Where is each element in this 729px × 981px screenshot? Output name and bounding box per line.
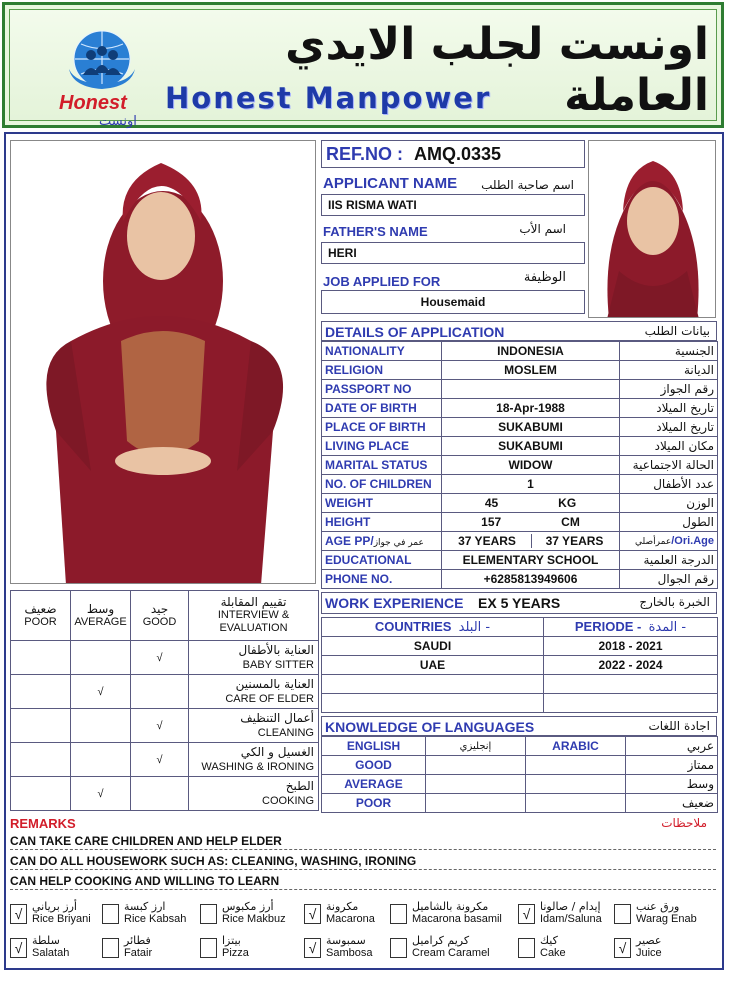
work-experience-label-ar: الخبرة بالخارج — [639, 595, 710, 609]
job-label-ar: الوظيفة — [523, 270, 566, 285]
food-option-juice[interactable]: √ عصير Juice — [614, 934, 718, 962]
person-portrait-icon — [589, 141, 716, 318]
languages-header — [321, 716, 717, 736]
table-row: DATE OF BIRTH 18-Apr-1988 تاريخ الميلاد — [322, 399, 718, 418]
remarks-title: REMARKS — [10, 816, 76, 831]
languages-title-ar: اجادة اللغات — [648, 719, 710, 733]
table-row: √ الطبخ COOKING — [11, 777, 319, 811]
checkbox[interactable] — [200, 938, 217, 958]
table-row: √ الغسيل و الكي WASHING & IRONING — [11, 743, 319, 777]
table-row: PLACE OF BIRTH SUKABUMI تاريخ الميلاد — [322, 418, 718, 437]
title-arabic: اونست لجلب الايدي العاملة — [285, 19, 709, 121]
table-row: √ العناية بالمسنين CARE OF ELDER — [11, 675, 319, 709]
job-box — [321, 290, 585, 314]
check-icon: √ — [131, 641, 189, 675]
table-row: NATIONALITY INDONESIA الجنسية — [322, 342, 718, 361]
checkbox[interactable]: √ — [518, 904, 535, 924]
table-row: LIVING PLACE SUKABUMI مكان الميلاد — [322, 437, 718, 456]
table-row — [322, 675, 718, 694]
check-icon: √ — [131, 709, 189, 743]
applicant-name-value: IIS RISMA WATI — [328, 198, 417, 212]
checkbox[interactable] — [102, 938, 119, 958]
evaluation-table — [10, 590, 319, 811]
food-option-salatah[interactable]: √ سلطة Salatah — [10, 934, 102, 962]
header-banner — [2, 2, 724, 128]
checkbox[interactable] — [390, 904, 407, 924]
age-ori-value: 37 YEARS — [545, 534, 604, 548]
table-row: GOOD ممتاز — [322, 756, 718, 775]
height-value: 157 — [481, 515, 502, 529]
checkbox[interactable] — [200, 904, 217, 924]
weight-unit: KG — [558, 496, 577, 510]
table-row: RELIGION MOSLEM الديانة — [322, 361, 718, 380]
table-row: ENGLISH إنجليزي ARABIC عربي — [322, 737, 718, 756]
logo-text: Honest — [59, 92, 127, 114]
age-row: AGE PP/عمر في جواز 37 YEARS 37 YEARS Ori.Age/عمرأصلي — [322, 532, 718, 551]
age-pp-value: 37 YEARS — [444, 534, 532, 548]
remark-line: CAN TAKE CARE CHILDREN AND HELP ELDER — [10, 832, 716, 850]
applicant-name-label: APPLICANT NAME — [323, 175, 458, 192]
checkbox[interactable] — [102, 904, 119, 924]
table-row: POOR ضعيف — [322, 794, 718, 813]
table-row — [322, 694, 718, 713]
weight-value: 45 — [484, 496, 499, 510]
weight-row: WEIGHT 45 KG الوزن — [322, 494, 718, 513]
checkbox[interactable]: √ — [10, 904, 27, 924]
table-row: SAUDI 2018 - 2021 — [322, 637, 718, 656]
checkbox[interactable]: √ — [10, 938, 27, 958]
checkbox[interactable]: √ — [304, 938, 321, 958]
applicant-full-photo — [10, 140, 316, 584]
checkbox[interactable] — [390, 938, 407, 958]
work-experience-label: WORK EXPERIENCE — [325, 595, 464, 611]
applicant-portrait-photo — [588, 140, 716, 318]
details-title: DETAILS OF APPLICATION — [325, 324, 505, 340]
table-row: MARITAL STATUS WIDOW الحالة الاجتماعية — [322, 456, 718, 475]
details-table — [321, 341, 718, 589]
food-option-macarona-basamil[interactable]: مكرونة بالشاميل Macarona basamil — [390, 900, 518, 928]
details-header — [321, 321, 717, 341]
title-english: Honest Manpower — [165, 81, 492, 115]
checkbox[interactable]: √ — [304, 904, 321, 924]
languages-title: KNOWLEDGE OF LANGUAGES — [325, 719, 535, 735]
father-name-label: FATHER'S NAME — [323, 224, 428, 239]
food-option-cream-caramel[interactable]: كريم كراميل Cream Caramel — [390, 934, 518, 962]
languages-table — [321, 736, 718, 813]
details-title-ar: بيانات الطلب — [644, 324, 710, 338]
food-option-pizza[interactable]: بيتزا Pizza — [200, 934, 304, 962]
ref-number-box — [321, 140, 585, 168]
work-experience-header — [321, 592, 717, 614]
education-row: EDUCATIONAL ELEMENTARY SCHOOL الدرجة العلمية — [322, 551, 718, 570]
food-option-cake[interactable]: كيك Cake — [518, 934, 614, 962]
remark-line: CAN DO ALL HOUSEWORK SUCH AS: CLEANING, WASHING, IRONING — [10, 852, 716, 870]
food-option-rice-briyani[interactable]: √ أرز برياني Rice Briyani — [10, 900, 102, 928]
table-row: UAE 2022 - 2024 — [322, 656, 718, 675]
checkbox[interactable]: √ — [614, 938, 631, 958]
height-unit: CM — [561, 515, 580, 529]
check-icon: √ — [71, 777, 131, 811]
work-history-table — [321, 617, 718, 713]
table-row: √ أعمال التنظيف CLEANING — [11, 709, 319, 743]
checkbox[interactable] — [518, 938, 535, 958]
work-experience-value: EX 5 YEARS — [478, 595, 561, 611]
check-icon: √ — [131, 743, 189, 777]
applicant-name-label-ar: اسم صاحبة الطلب — [481, 178, 574, 192]
job-value: Housemaid — [420, 295, 486, 309]
table-row: NO. OF CHILDREN 1 عدد الأطفال — [322, 475, 718, 494]
food-option-sambosa[interactable]: √ سمبوسة Sambosa — [304, 934, 390, 962]
job-label: JOB APPLIED FOR — [323, 274, 441, 289]
svg-text:اونست: اونست — [99, 114, 137, 129]
remark-line: CAN HELP COOKING AND WILLING TO LEARN — [10, 872, 716, 890]
evaluation-header-row: ضعيف POOR وسط AVERAGE جيد GOOD تقييم المقابلة INTERVIEW & EVALUATION — [11, 591, 319, 641]
checkbox[interactable] — [614, 904, 631, 924]
ref-label: REF.NO : — [326, 144, 404, 164]
table-row: √ العناية بالأطفال BABY SITTER — [11, 641, 319, 675]
food-option-warag-enab[interactable]: ورق عنب Warag Enab — [614, 900, 718, 928]
table-row: AVERAGE وسط — [322, 775, 718, 794]
applicant-name-box — [321, 194, 585, 216]
father-name-label-ar: اسم الأب — [519, 222, 566, 236]
table-row: PASSPORT NO رقم الجواز — [322, 380, 718, 399]
person-full-icon — [11, 141, 316, 584]
check-icon: √ — [71, 675, 131, 709]
food-option-idam-saluna[interactable]: √ إيدام / صالونا Idam/Saluna — [518, 900, 614, 928]
father-name-box — [321, 242, 585, 264]
food-option-fatair[interactable]: فطائر Fatair — [102, 934, 200, 962]
father-name-value: HERI — [328, 246, 357, 260]
remarks-title-ar: ملاحظات — [661, 816, 707, 830]
phone-row: PHONE NO. +6285813949606 رقم الجوال — [322, 570, 718, 589]
height-row: HEIGHT 157 CM الطول — [322, 513, 718, 532]
table-row: COUNTRIES البلد - PERIODE - المدة - — [322, 618, 718, 637]
food-option-rice-makbuz[interactable]: أرز مكبوس Rice Makbuz — [200, 900, 304, 928]
ref-value: AMQ.0335 — [414, 144, 502, 164]
food-option-macarona[interactable]: √ مكرونة Macarona — [304, 900, 390, 928]
food-option-rice-kabsah[interactable]: ارز كبسة Rice Kabsah — [102, 900, 200, 928]
honest-logo-icon — [53, 29, 151, 129]
